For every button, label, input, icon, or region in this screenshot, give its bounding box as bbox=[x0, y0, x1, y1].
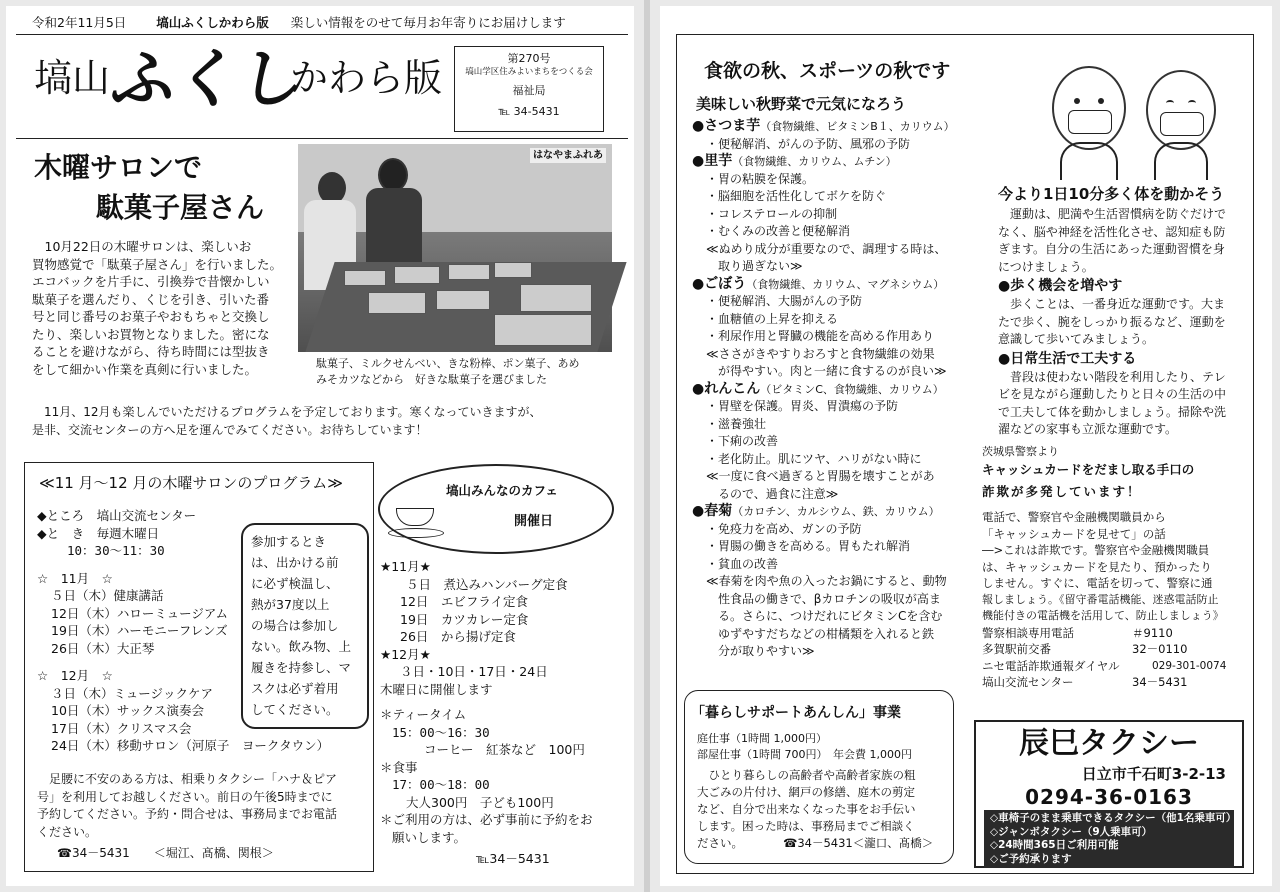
page-gutter bbox=[644, 0, 650, 892]
contact-name: ニセ電話詐欺通報ダイヤル bbox=[982, 658, 1120, 673]
police-section bbox=[982, 444, 1252, 691]
salon-body bbox=[32, 238, 298, 378]
veg-line: ・便秘解消、大腸がんの予防 bbox=[706, 294, 863, 308]
salon-body-line: エコバックを片手に、引換券で昔懐かしい bbox=[32, 274, 270, 289]
veg-nutrients: （ビタミンC、食物繊維、カリウム） bbox=[760, 382, 944, 396]
salon-body-line: 買物感覚で「駄菓子屋さん」を行いました。 bbox=[32, 256, 283, 272]
program-nov-head: ☆ 11月 ☆ bbox=[37, 570, 113, 586]
woman-body bbox=[1154, 142, 1208, 180]
header-line bbox=[32, 14, 632, 32]
salon-caption-1: 駄菓子、ミルクせんべい、きな粉棒、ポン菓子、あめ bbox=[316, 357, 580, 370]
exercise-line: につけましょう。 bbox=[998, 259, 1094, 274]
cafe-meal-price: 大人300円 子ども100円 bbox=[406, 794, 554, 810]
veg-nutrients: （カロチン、カルシウム、鉄、カリウム） bbox=[732, 505, 940, 518]
exercise-heading: ●歩く機会を増やす bbox=[998, 278, 1123, 294]
exercise-line: ぎます。自分の生活にあった運動習慣を身 bbox=[998, 242, 1225, 256]
snack-tray bbox=[394, 266, 440, 284]
notice-line: 参加するとき bbox=[251, 534, 327, 549]
contact-number: 029-301-0074 bbox=[1152, 659, 1227, 672]
taxi-name: 辰巳タクシー bbox=[1019, 726, 1199, 761]
program-foot-line: 号」を利用してお越しください。前日の午後5時までに bbox=[37, 789, 333, 804]
cafe-schedule bbox=[380, 558, 628, 868]
veg-line: ・胃壁を保護。胃炎、胃潰瘍の予防 bbox=[706, 399, 899, 413]
masthead-office: 福祉局 bbox=[512, 84, 546, 97]
notice-line: スクは必ず着用 bbox=[251, 681, 339, 696]
masthead-title-c: かわら版 bbox=[290, 56, 443, 100]
veg-nutrients: （食物繊維、ビタミンB１、カリウム） bbox=[760, 120, 955, 133]
program-box bbox=[24, 462, 374, 872]
program-dec-item: 24日（木）移動サロン（河原子 ヨークタウン） bbox=[51, 738, 330, 753]
masthead-title-a: 塙山 bbox=[34, 56, 111, 100]
support-fees bbox=[697, 731, 947, 763]
veg-name: ●春菊 bbox=[692, 503, 733, 519]
contact-name: 多賀駅前交番 bbox=[982, 642, 1051, 656]
program-dec-item: ３日（木）ミュージックケア bbox=[51, 685, 214, 701]
veg-line: ・便秘解消、がんの予防、風邪の予防 bbox=[706, 136, 911, 151]
snack-tray bbox=[368, 292, 426, 314]
veg-line: ・むくみの改善と便秘解消 bbox=[706, 224, 851, 238]
support-line bbox=[697, 835, 949, 852]
program-notice bbox=[243, 525, 367, 726]
program-title: ≪11 月～12 月の木曜サロンのプログラム≫ bbox=[39, 474, 343, 492]
program-foot-tel: ☎34－5431 ＜堀江、髙橋、関根＞ bbox=[57, 846, 274, 860]
veg-line: ゆずやすだちなどの柑橘類を入れると鉄 bbox=[706, 626, 935, 641]
man-body bbox=[1060, 142, 1118, 180]
police-title-1: キャッシュカードをだまし取る手口の bbox=[982, 462, 1195, 477]
cup-body bbox=[396, 508, 434, 526]
snack-tray bbox=[344, 270, 386, 286]
exercise-line: ビを見ながら運動したりと日々の生活の中 bbox=[998, 387, 1227, 401]
police-line: ―>これは詐欺です。警察官や金融機関職員 bbox=[982, 543, 1210, 557]
veg-item bbox=[692, 503, 992, 661]
masthead-title-b: ふくし bbox=[106, 42, 310, 117]
masthead-tel: ℡ 34-5431 bbox=[498, 105, 560, 118]
salon-caption-2: みそカツなどから 好きな駄菓子を選びました bbox=[316, 373, 547, 386]
salon-title-1: 木曜サロンで bbox=[34, 151, 203, 184]
salon-body-line: ることを避けながら、待ち時間には型抜き bbox=[32, 344, 270, 359]
cafe-reserve: 願いします。 bbox=[392, 829, 467, 845]
cafe-cup-icon bbox=[386, 506, 446, 540]
veg-line: ・下痢の改善 bbox=[706, 434, 779, 448]
program-time: 10：30～11：30 bbox=[67, 543, 165, 558]
exercise-heading: ●日常生活で工夫する bbox=[998, 350, 1137, 367]
woman-mask bbox=[1160, 112, 1204, 136]
man-mask bbox=[1068, 110, 1112, 134]
notice-line: は、出かける前 bbox=[251, 555, 339, 570]
snack-tray bbox=[494, 262, 532, 278]
program-nov-item: ５日（木）健康講話 bbox=[51, 588, 164, 603]
program-dec-item: 17日（木）クリスマス会 bbox=[51, 720, 192, 736]
program-dec-head: ☆ 12月 ☆ bbox=[37, 668, 113, 683]
veg-name: ●さつま芋 bbox=[692, 118, 761, 134]
header-tagline: 楽しい情報をのせて毎月お年寄りにお届けします bbox=[290, 15, 566, 30]
notice-line: 履きを持参し、マ bbox=[251, 660, 352, 675]
salon-body-line: 駄菓子を選んだり、くじを引き、引いた番 bbox=[32, 291, 270, 307]
contact-number: ＃9110 bbox=[1132, 625, 1173, 640]
program-notice-box bbox=[241, 523, 369, 729]
salon-body-line: たり、楽しいお買物となりました。密にな bbox=[32, 326, 270, 342]
elder-woman-icon bbox=[1146, 70, 1216, 150]
snack-tray bbox=[436, 290, 490, 310]
veg-line: ≪ささがきやすりおろすと食物繊維の効果 bbox=[706, 346, 935, 361]
program-nov-item: 26日（木）大正琴 bbox=[51, 640, 155, 656]
police-line: 報しましょう。《留守番電話機能、迷惑電話防止 bbox=[982, 592, 1219, 606]
veg-line: ・免疫力を高め、ガンの予防 bbox=[706, 521, 862, 536]
veg-line: る。さらに、つけだれにビタミンCを含む bbox=[706, 609, 943, 623]
veg-line: ≪ぬめり成分が重要なので、調理する時は、 bbox=[706, 241, 947, 256]
support-fee: 庭仕事（1時間 1,000円） bbox=[697, 732, 827, 745]
masthead-rule bbox=[16, 138, 628, 139]
snack-tray bbox=[448, 264, 490, 280]
salon-photo bbox=[298, 144, 612, 352]
veg-nutrients: （食物繊維、カリウム、ムチン） bbox=[732, 155, 897, 168]
veg-line: ・脳細胞を活性化してボケを防ぐ bbox=[706, 189, 887, 203]
salon-body-line: 10月22日の木曜サロンは、楽しいお bbox=[32, 239, 252, 254]
person-right-head bbox=[378, 158, 408, 192]
police-contact bbox=[982, 625, 1252, 642]
police-line: 機能付きの電話機を活用して、防止しましょう》 bbox=[982, 609, 1224, 622]
cafe-tea-time: 15：00～16：30 bbox=[392, 724, 490, 740]
header-paper: 塙山ふくしかわら版 bbox=[156, 15, 269, 30]
autumn-title: 食欲の秋、スポーツの秋です bbox=[704, 60, 951, 82]
autumn-sub: 美味しい秋野菜で元気になろう bbox=[696, 95, 907, 113]
snack-tray bbox=[494, 314, 592, 346]
snack-tray bbox=[520, 284, 592, 312]
header-date: 令和2年11月5日 bbox=[32, 15, 127, 30]
police-contact bbox=[982, 658, 1252, 675]
police-line: は、キャッシュカードを見たり、預かったり bbox=[982, 559, 1212, 574]
exercise-line: 運動は、肥満や生活習慣病を防ぐだけで bbox=[998, 207, 1227, 221]
exercise-line: 歩くことは、一番身近な運動です。大ま bbox=[998, 297, 1226, 311]
program-place: ◆ところ 塙山交流センター bbox=[37, 508, 197, 523]
exercise-body bbox=[998, 206, 1250, 439]
program-foot-line: 足腰に不安のある方は、相乗りタクシー「ハナ＆ピア bbox=[37, 772, 338, 786]
support-line: 大ごみの片付け、網戸の修繕、庭木の剪定 bbox=[697, 785, 916, 799]
program-when: ◆と き 毎週木曜日 bbox=[37, 525, 160, 541]
taxi-services bbox=[984, 810, 1237, 868]
exercise-title: 今より1日10分多く体を動かそう bbox=[998, 185, 1225, 203]
right-page bbox=[660, 6, 1272, 886]
veg-nutrients: （食物繊維、カリウム、マグネシウム） bbox=[746, 277, 945, 291]
program-foot-line: 予約してください。予約・問合せは、事務局までお電話 bbox=[37, 807, 338, 821]
masthead-issue: 第270号 bbox=[507, 52, 551, 65]
salon-footer bbox=[32, 404, 628, 439]
salon-footer-line: 11月、12月も楽しんでいただけるプログラムを予定しております。寒くなっていきますが、 bbox=[32, 405, 542, 419]
exercise-line: 濯などの家事も立派な運動です。 bbox=[998, 422, 1178, 436]
veg-line: ・コレステロールの抑制 bbox=[706, 206, 838, 221]
cafe-nov-item: 12日 エビフライ定食 bbox=[400, 594, 529, 609]
cafe-dec-days: ３日・10日・17日・24日 bbox=[400, 664, 548, 679]
exercise-line: 意識して歩いてみましょう。 bbox=[998, 332, 1155, 346]
program-footer bbox=[37, 771, 367, 863]
veg-line: ・老化防止。肌にツヤ、ハリがない時に bbox=[706, 451, 922, 466]
veg-line: 性食品の働きで、βカロチンの吸収が高ま bbox=[706, 591, 941, 606]
contact-number: 32－0110 bbox=[1132, 642, 1188, 656]
support-line: など、自分で出来なくなった事をお手伝い bbox=[697, 802, 916, 816]
veg-item bbox=[692, 118, 992, 153]
support-box bbox=[684, 690, 954, 864]
veg-line: ・血糖値の上昇を抑える bbox=[706, 311, 839, 326]
cup-saucer bbox=[388, 528, 444, 538]
cafe-nov-head: ★11月★ bbox=[380, 559, 431, 574]
cafe-nov-item: 19日 カツカレー定食 bbox=[400, 611, 529, 627]
left-page bbox=[6, 6, 634, 886]
salon-title-2: 駄菓子屋さん bbox=[96, 191, 265, 224]
support-line-end: ださい。 bbox=[697, 836, 743, 850]
exercise-line: で工夫して体を動かしましょう。掃除や洗 bbox=[998, 404, 1227, 419]
cafe-title: 塙山みんなのカフェ bbox=[446, 483, 558, 498]
veg-line: ・貧血の改善 bbox=[706, 556, 779, 571]
notice-line: の場合は参加し bbox=[251, 618, 339, 633]
elder-man-icon bbox=[1052, 66, 1126, 150]
notice-line: 熱が37度以上 bbox=[251, 597, 330, 612]
cafe-meal-time: 17：00～18：00 bbox=[392, 777, 490, 792]
police-contact bbox=[982, 674, 1252, 691]
veg-name: ●ごぼう bbox=[692, 275, 747, 292]
veg-line: ・利尿作用と腎臓の機能を高める作用あり bbox=[706, 329, 935, 343]
veg-line: ≪一度に食べ過ぎると胃腸を壊すことがあ bbox=[706, 469, 935, 483]
support-line: します。困った時は、事務局までご相談く bbox=[697, 819, 915, 833]
police-line: 「キャッシュカードを見せて」の話 bbox=[982, 526, 1166, 541]
support-line: ひとり暮らしの高齢者や高齢者家族の粗 bbox=[697, 768, 916, 782]
program-foot-line: ください。 bbox=[37, 824, 98, 839]
support-body bbox=[697, 767, 949, 852]
veg-name: ●里芋 bbox=[692, 153, 733, 169]
program-dec-item: 10日（木）サックス演奏会 bbox=[51, 703, 205, 718]
notice-line: してください。 bbox=[251, 702, 339, 717]
veg-line: ・胃腸の働きを高める。胃もたれ解消 bbox=[706, 539, 911, 553]
police-from: 茨城県警察より bbox=[982, 445, 1059, 458]
veg-item bbox=[692, 381, 992, 504]
police-line: 電話で、警察官や金融機関職員から bbox=[982, 510, 1166, 524]
taxi-service: ◇ご予約承ります bbox=[990, 852, 1072, 865]
cafe-dec-note: 木曜日に開催します bbox=[380, 681, 493, 697]
cafe-nov-item: ５日 煮込みハンバーグ定食 bbox=[406, 576, 568, 592]
veg-line: 取り過ぎない≫ bbox=[706, 259, 803, 273]
exercise-line: なく、脳や神経を活性化させ、認知症も防 bbox=[998, 224, 1226, 239]
salon-body-line: 号と同じ番号のお菓子やおもちゃと交換し bbox=[32, 309, 270, 324]
notice-line: ない。飲み物、上 bbox=[251, 639, 352, 654]
contact-name: 塙山交流センター bbox=[982, 675, 1074, 689]
veg-line: 分が取りやすい≫ bbox=[706, 644, 815, 658]
support-fee: 部屋仕事（1時間 700円） 年会費 1,000円 bbox=[697, 748, 912, 761]
cafe-tel: ℡34－5431 bbox=[476, 851, 550, 866]
photo-sign: はなやまふれあ bbox=[530, 148, 606, 163]
police-title-2: 詐欺が多発しています！ bbox=[982, 484, 1142, 499]
veg-line: ・滋養強壮 bbox=[706, 416, 767, 431]
taxi-box bbox=[974, 720, 1244, 868]
exercise-line: たで歩く、腕をしっかり振るなど、運動を bbox=[998, 314, 1226, 329]
cafe-nov-item: 26日 から揚げ定食 bbox=[400, 629, 516, 644]
contact-name: 警察相談専用電話 bbox=[982, 625, 1074, 640]
veg-line: るので、過食に注意≫ bbox=[706, 486, 839, 501]
program-nov-item: 19日（木）ハーモニーフレンズ bbox=[51, 623, 228, 638]
woman-eye bbox=[1188, 100, 1196, 106]
program-nov-item: 12日（木）ハローミュージアム bbox=[51, 605, 229, 621]
notice-line: に必ず検温し、 bbox=[251, 576, 339, 591]
man-eye bbox=[1098, 98, 1104, 104]
contact-number: 34－5431 bbox=[1132, 675, 1188, 689]
masthead-org: 塙山学区住みよいまちをつくる会 bbox=[465, 67, 593, 77]
veg-list bbox=[692, 118, 992, 661]
cafe-meal-head: ＊食事 bbox=[380, 759, 418, 775]
veg-line: ・胃の粘膜を保護。 bbox=[706, 171, 815, 186]
cafe-reserve: ＊ご利用の方は、必ず事前に予約をお bbox=[380, 812, 593, 827]
taxi-address: 日立市千石町3-2-13 bbox=[1081, 765, 1226, 783]
exercise-line: 普段は使わない階段を利用したり、テレ bbox=[998, 369, 1226, 384]
police-contact bbox=[982, 641, 1252, 658]
salon-body-line: をして細かい作業を真剣に行いました。 bbox=[32, 361, 258, 377]
cafe-sub: 開催日 bbox=[514, 514, 554, 529]
taxi-service: ◇24時間365日ご利用可能 bbox=[990, 839, 1119, 851]
veg-item bbox=[692, 153, 992, 276]
header-rule bbox=[16, 34, 628, 35]
woman-eye bbox=[1166, 100, 1174, 106]
masthead-info-box bbox=[454, 46, 604, 132]
veg-line: が得やすい。肉と一緒に食するのが良い≫ bbox=[706, 364, 947, 378]
veg-item bbox=[692, 276, 992, 381]
man-eye bbox=[1074, 98, 1080, 104]
person-right-body bbox=[366, 188, 422, 262]
salon-footer-line: 是非、交流センターの方へ足を運んでみてください。お待ちしています！ bbox=[32, 422, 428, 437]
taxi-service: ◇ジャンボタクシー（9人乗車可） bbox=[990, 825, 1153, 838]
police-line: しません。すぐに、電話を切って、警察に通 bbox=[982, 576, 1213, 590]
cafe-dec-head: ★12月★ bbox=[380, 646, 431, 662]
support-tel: ☎34－5431＜瀧口、髙橋＞ bbox=[783, 836, 934, 850]
veg-line: ≪春菊を肉や魚の入ったお鍋にすると、動物 bbox=[706, 574, 947, 588]
cafe-tea-menu: コーヒー 紅茶など 100円 bbox=[424, 742, 585, 757]
taxi-service: ◇車椅子のまま乗車できるタクシー（他1名乗車可） bbox=[990, 812, 1237, 824]
veg-name: ●れんこん bbox=[692, 380, 761, 397]
support-title: 「暮らしサポートあんしん」事業 bbox=[691, 705, 901, 721]
taxi-phone: 0294-36-0163 bbox=[1025, 785, 1193, 809]
cafe-tea-head: ＊ティータイム bbox=[380, 707, 467, 722]
